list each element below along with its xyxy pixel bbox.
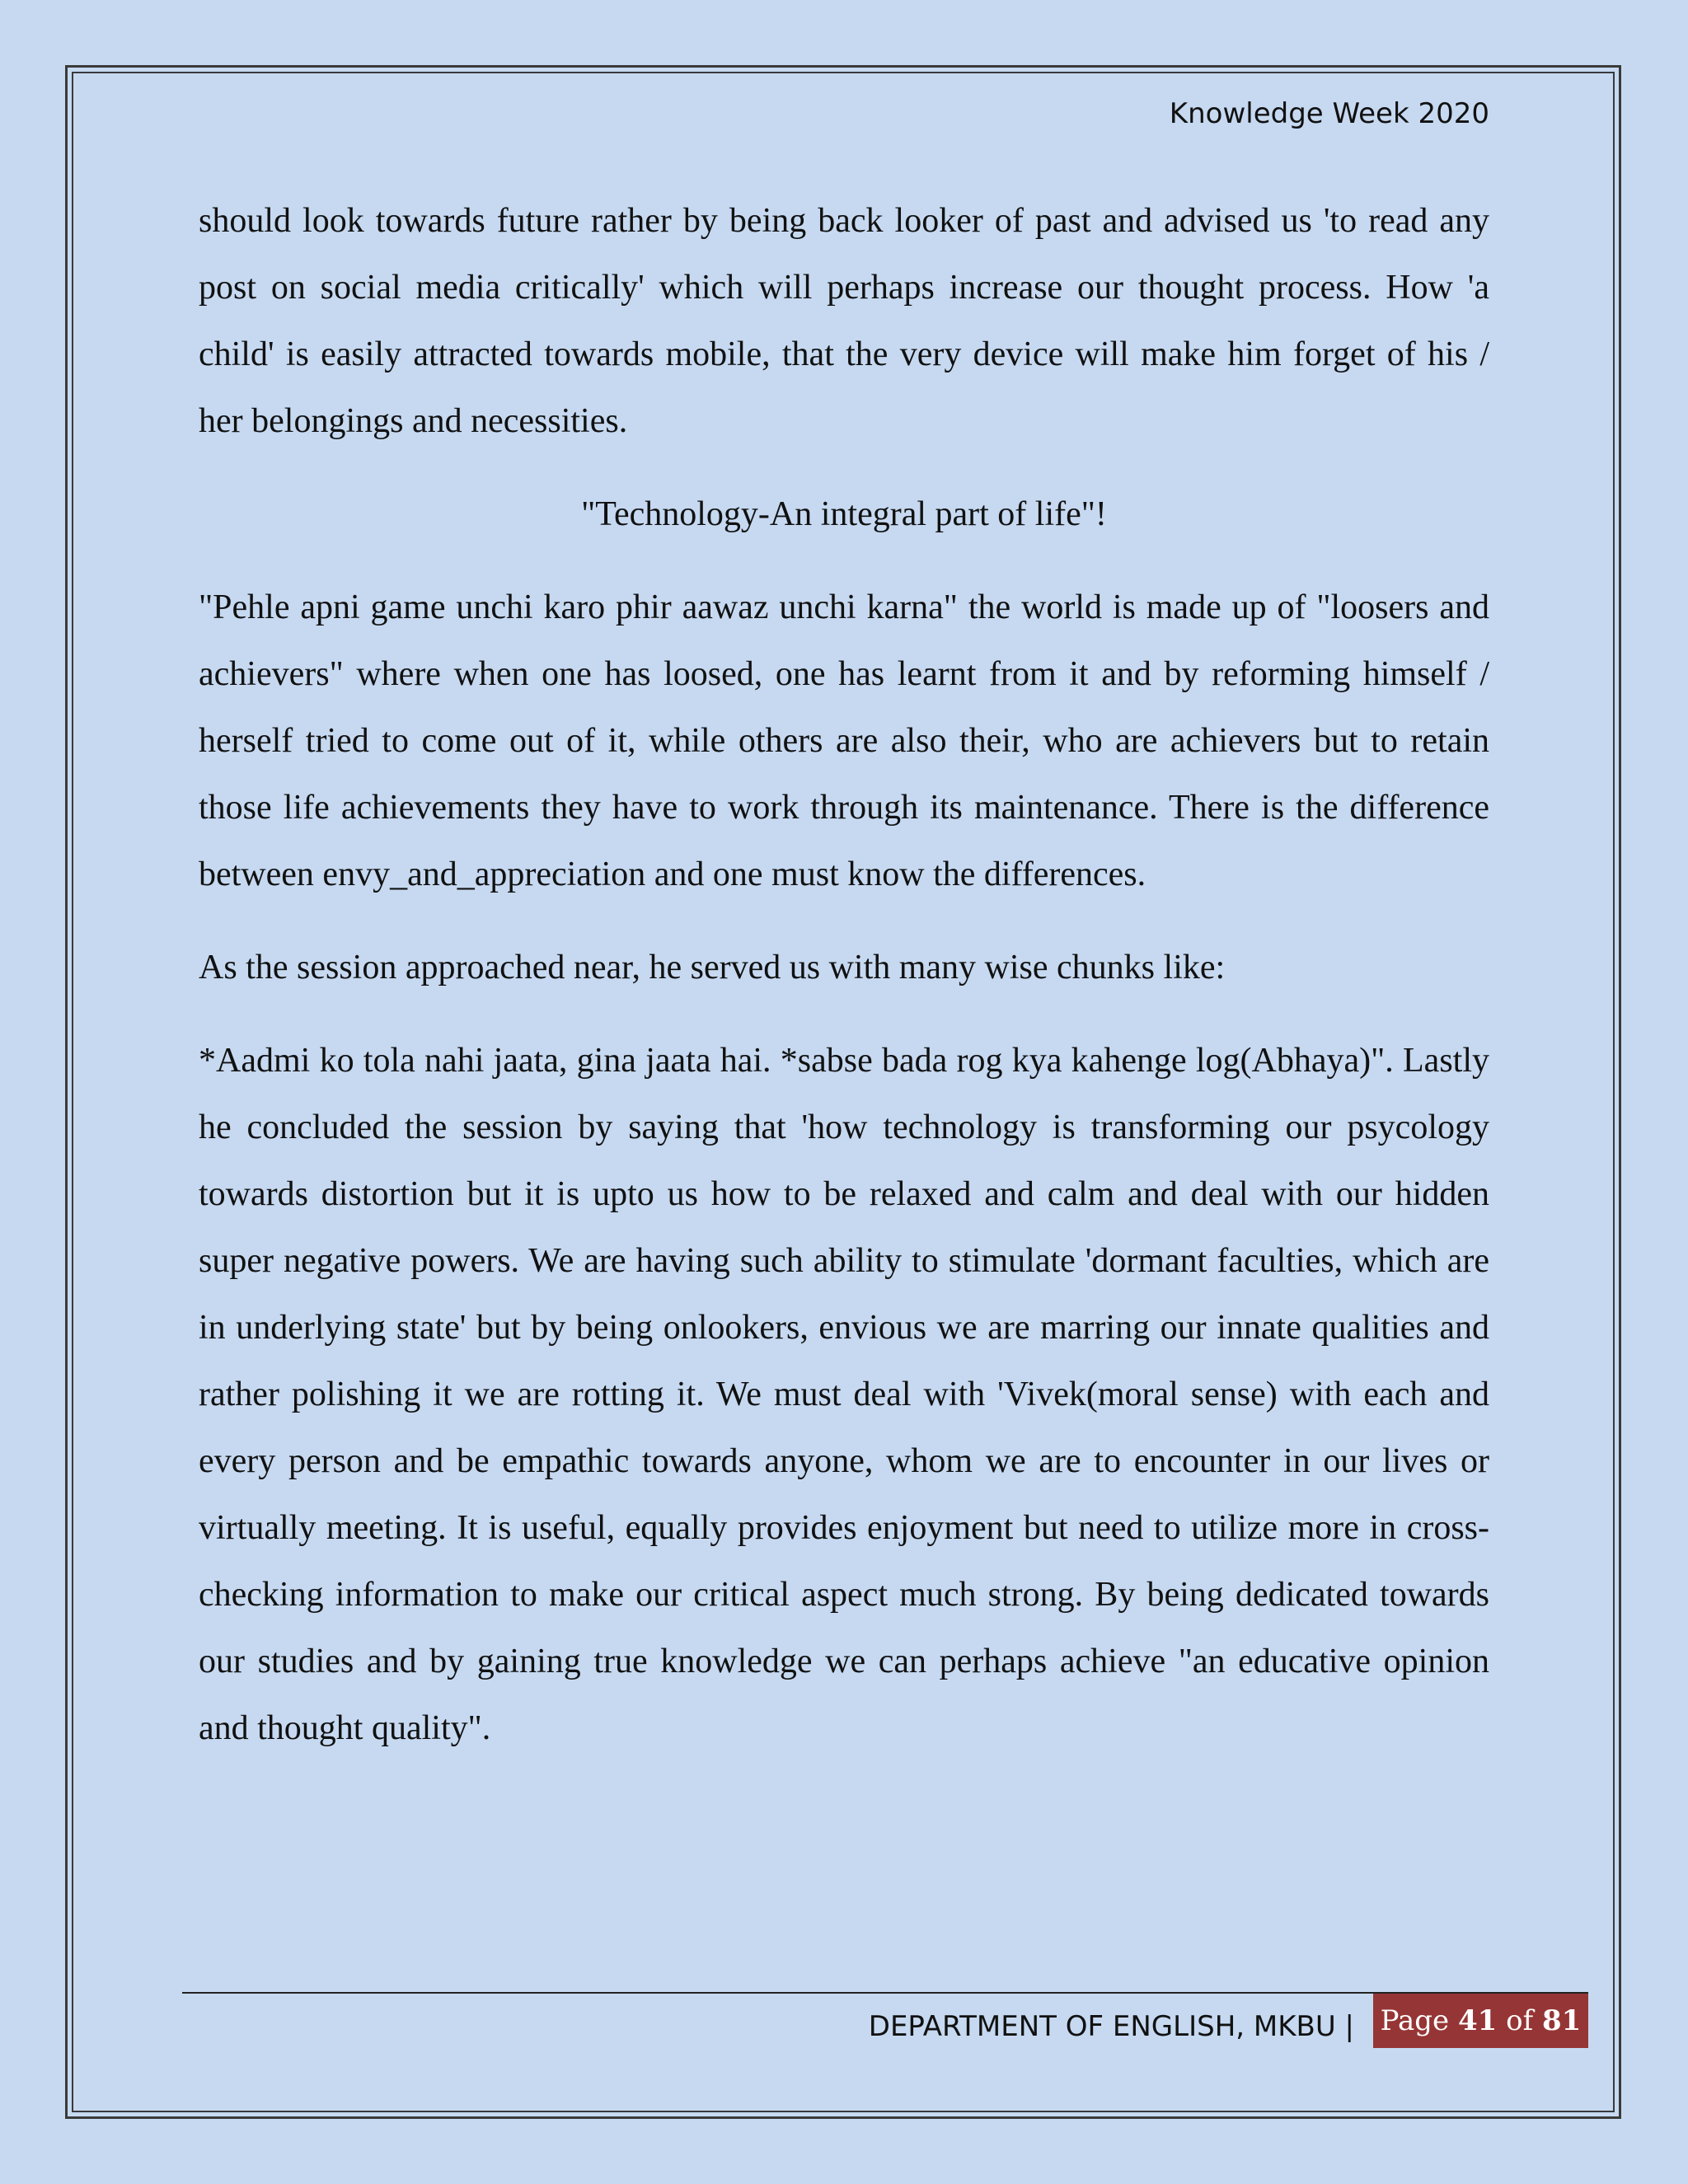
- paragraph-wise-chunks: *Aadmi ko tola nahi jaata, gina jaata hai. *sabse bada rog kya kahenge log(Abhaya)". Lastly he concluded the session by saying that 'how technology is transforming our psycology towards distortion but it is upto us how to be relaxed and calm and deal with our hidden super negative powers. We are having such ability to stimulate 'dormant faculties, which are in underlying state' but by being onlookers, envious we are marring our innate qualities and rather polishing it we are rotting it. We must deal with 'Vivek(moral sense) with each and every person and be empathic towards anyone, whom we are to encounter in our lives or virtually meeting. It is useful, equally provides enjoyment but need to utilize more in cross-checking information to make our critical aspect much strong. By being dedicated towards our studies and by gaining true knowledge we can perhaps achieve "an educative opinion and thought quality".: [199, 1042, 1489, 1747]
- section-heading: "Technology-An integral part of life"!: [581, 495, 1107, 533]
- page-current: 41: [1457, 2004, 1498, 2037]
- paragraph-pehle-apni: "Pehle apni game unchi karo phir aawaz unchi karna" the world is made up of "loosers and achievers" where when one has loosed, one has learnt from it and by reforming himself / herself tried to come out of it, while others are also their, who are achievers but to retain those life achievements they have to work through its maintenance. There is the difference between envy_and_appreciation and one must know the differences.: [199, 588, 1489, 893]
- page-word: Page: [1380, 2004, 1450, 2037]
- paragraph-continuation: should look towards future rather by being back looker of past and advised us 'to read any post on social media critically' which will perhaps increase our thought process. How 'a child' is easily attracted towards mobile, that the very device will make him forget of his / her belongings and necessities.: [199, 202, 1489, 440]
- document-body: [199, 188, 1489, 1762]
- page-total: 81: [1542, 2004, 1582, 2037]
- page-number-badge: [1373, 1994, 1588, 2048]
- running-header: Knowledge Week 2020: [1169, 97, 1489, 130]
- page-of: of: [1506, 2004, 1534, 2037]
- footer-department: DEPARTMENT OF ENGLISH, MKBU |: [868, 2010, 1354, 2043]
- paragraph-session-approached: As the session approached near, he served us with many wise chunks like:: [199, 949, 1226, 987]
